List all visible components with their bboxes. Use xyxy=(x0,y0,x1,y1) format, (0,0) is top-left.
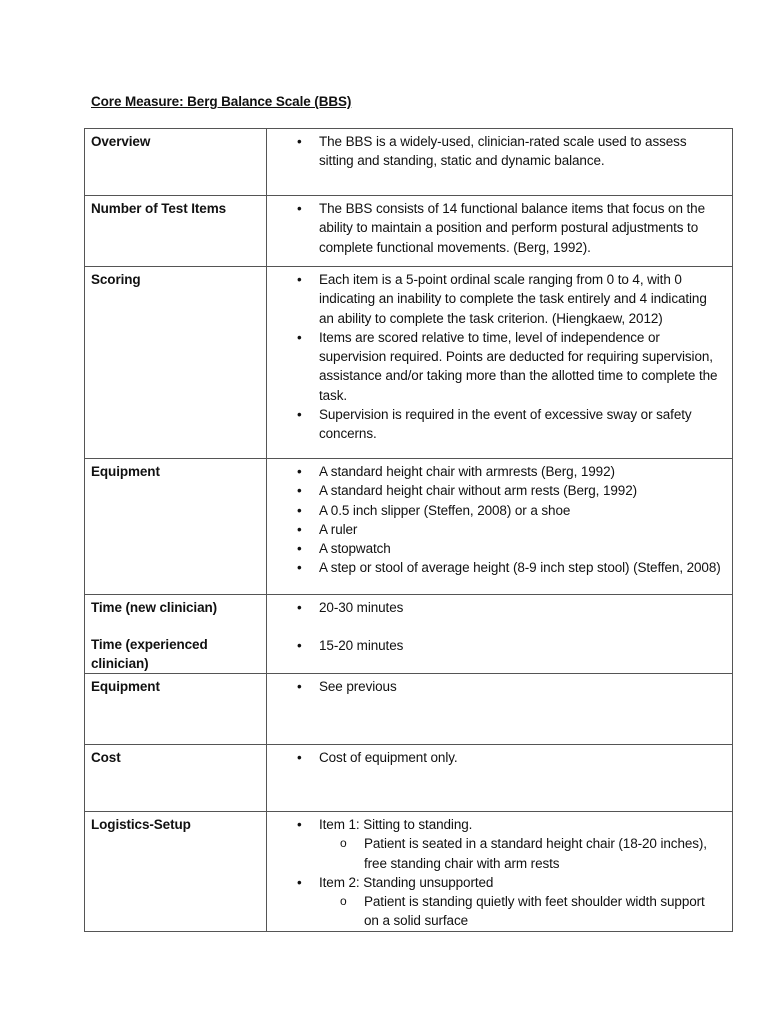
row-label-cell xyxy=(85,129,267,196)
measure-table xyxy=(84,128,733,932)
row-label-cell xyxy=(85,674,267,745)
bullet-list xyxy=(267,745,732,767)
list-item: • A standard height chair without arm rests (Berg, 1992) xyxy=(267,481,732,500)
row-content-cell xyxy=(267,129,733,196)
bullet-list xyxy=(267,129,732,171)
list-item: • See previous xyxy=(267,677,732,696)
list-item xyxy=(267,873,732,931)
table-row-logistics-setup xyxy=(85,812,733,932)
bullet-list xyxy=(267,674,732,696)
list-item: • A stopwatch xyxy=(267,539,732,558)
bullet-list xyxy=(267,595,732,656)
list-item: • Supervision is required in the event of excessive sway or safety concerns. xyxy=(267,405,732,444)
list-item: • Cost of equipment only. xyxy=(267,748,732,767)
row-label-cost: Cost xyxy=(91,750,121,765)
row-label-cell xyxy=(85,595,267,674)
row-content-cell xyxy=(267,674,733,745)
row-label-number-of-test-items: Number of Test Items xyxy=(91,201,227,216)
sub-list-item: o Patient is seated in a standard height chair (18-20 inches), free standing chair with arm rests xyxy=(319,834,724,873)
list-item: • A 0.5 inch slipper (Steffen, 2008) or a shoe xyxy=(267,501,732,520)
bullet-list xyxy=(267,812,732,931)
logistics-item-1: Item 1: Sitting to standing. xyxy=(319,817,473,832)
list-item: • 20-30 minutes xyxy=(267,598,732,617)
sub-bullet-list xyxy=(319,834,724,873)
list-item: • Items are scored relative to time, level of independence or supervision required. Points are deducted for requiring supervision, assistance and/or taking more than the allotted time to complete the task. xyxy=(267,328,732,405)
document-title: Core Measure: Berg Balance Scale (BBS) xyxy=(91,94,352,109)
table-row-equipment-2 xyxy=(85,674,733,745)
list-item: • A standard height chair with armrests (Berg, 1992) xyxy=(267,462,732,481)
bullet-list xyxy=(267,267,732,444)
sub-list-item: o Patient is standing quietly with feet shoulder width support on a solid surface xyxy=(319,892,724,931)
list-item: • 15-20 minutes xyxy=(267,636,732,655)
row-label-cell xyxy=(85,459,267,595)
bullet-list xyxy=(267,196,732,257)
row-content-cell xyxy=(267,267,733,459)
list-item: • The BBS is a widely-used, clinician-rated scale used to assess sitting and standing, static and dynamic balance. xyxy=(267,132,732,171)
row-label-logistics-setup: Logistics-Setup xyxy=(91,817,191,832)
row-label-cell xyxy=(85,812,267,932)
table-row-overview xyxy=(85,129,733,196)
list-item: • Each item is a 5-point ordinal scale ranging from 0 to 4, with 0 indicating an inability to complete the task entirely and 4 indicating an ability to complete the task criterion. (Hiengkaew, 2012) xyxy=(267,270,732,328)
row-label-time-experienced-clinician: Time (experienced clinician) xyxy=(91,637,208,671)
logistics-item-2: Item 2: Standing unsupported xyxy=(319,874,494,890)
row-label-scoring: Scoring xyxy=(91,272,141,287)
list-item: • A step or stool of average height (8-9 inch step stool) (Steffen, 2008) xyxy=(267,558,732,577)
row-label-cell xyxy=(85,267,267,459)
row-label-overview: Overview xyxy=(91,134,151,149)
table-row-scoring xyxy=(85,267,733,459)
table-row-cost xyxy=(85,745,733,812)
row-label-equipment: Equipment xyxy=(91,464,160,479)
row-content-cell xyxy=(267,459,733,595)
list-item: • A ruler xyxy=(267,520,732,539)
row-content-cell xyxy=(267,595,733,674)
row-label-time-new-clinician: Time (new clinician) xyxy=(91,600,218,615)
list-item xyxy=(267,815,732,873)
list-item: • The BBS consists of 14 functional balance items that focus on the ability to maintain a position and perform postural adjustments to complete functional movements. (Berg, 1992). xyxy=(267,199,732,257)
row-label-cell xyxy=(85,745,267,812)
table-row-time xyxy=(85,595,733,674)
row-label-equipment-2: Equipment xyxy=(91,679,160,694)
bullet-list xyxy=(267,459,732,578)
sub-bullet-list xyxy=(319,892,724,931)
row-label-cell xyxy=(85,196,267,267)
table-row-equipment xyxy=(85,459,733,595)
row-content-cell xyxy=(267,196,733,267)
row-content-cell xyxy=(267,745,733,812)
table-row-number-of-test-items xyxy=(85,196,733,267)
row-content-cell xyxy=(267,812,733,932)
